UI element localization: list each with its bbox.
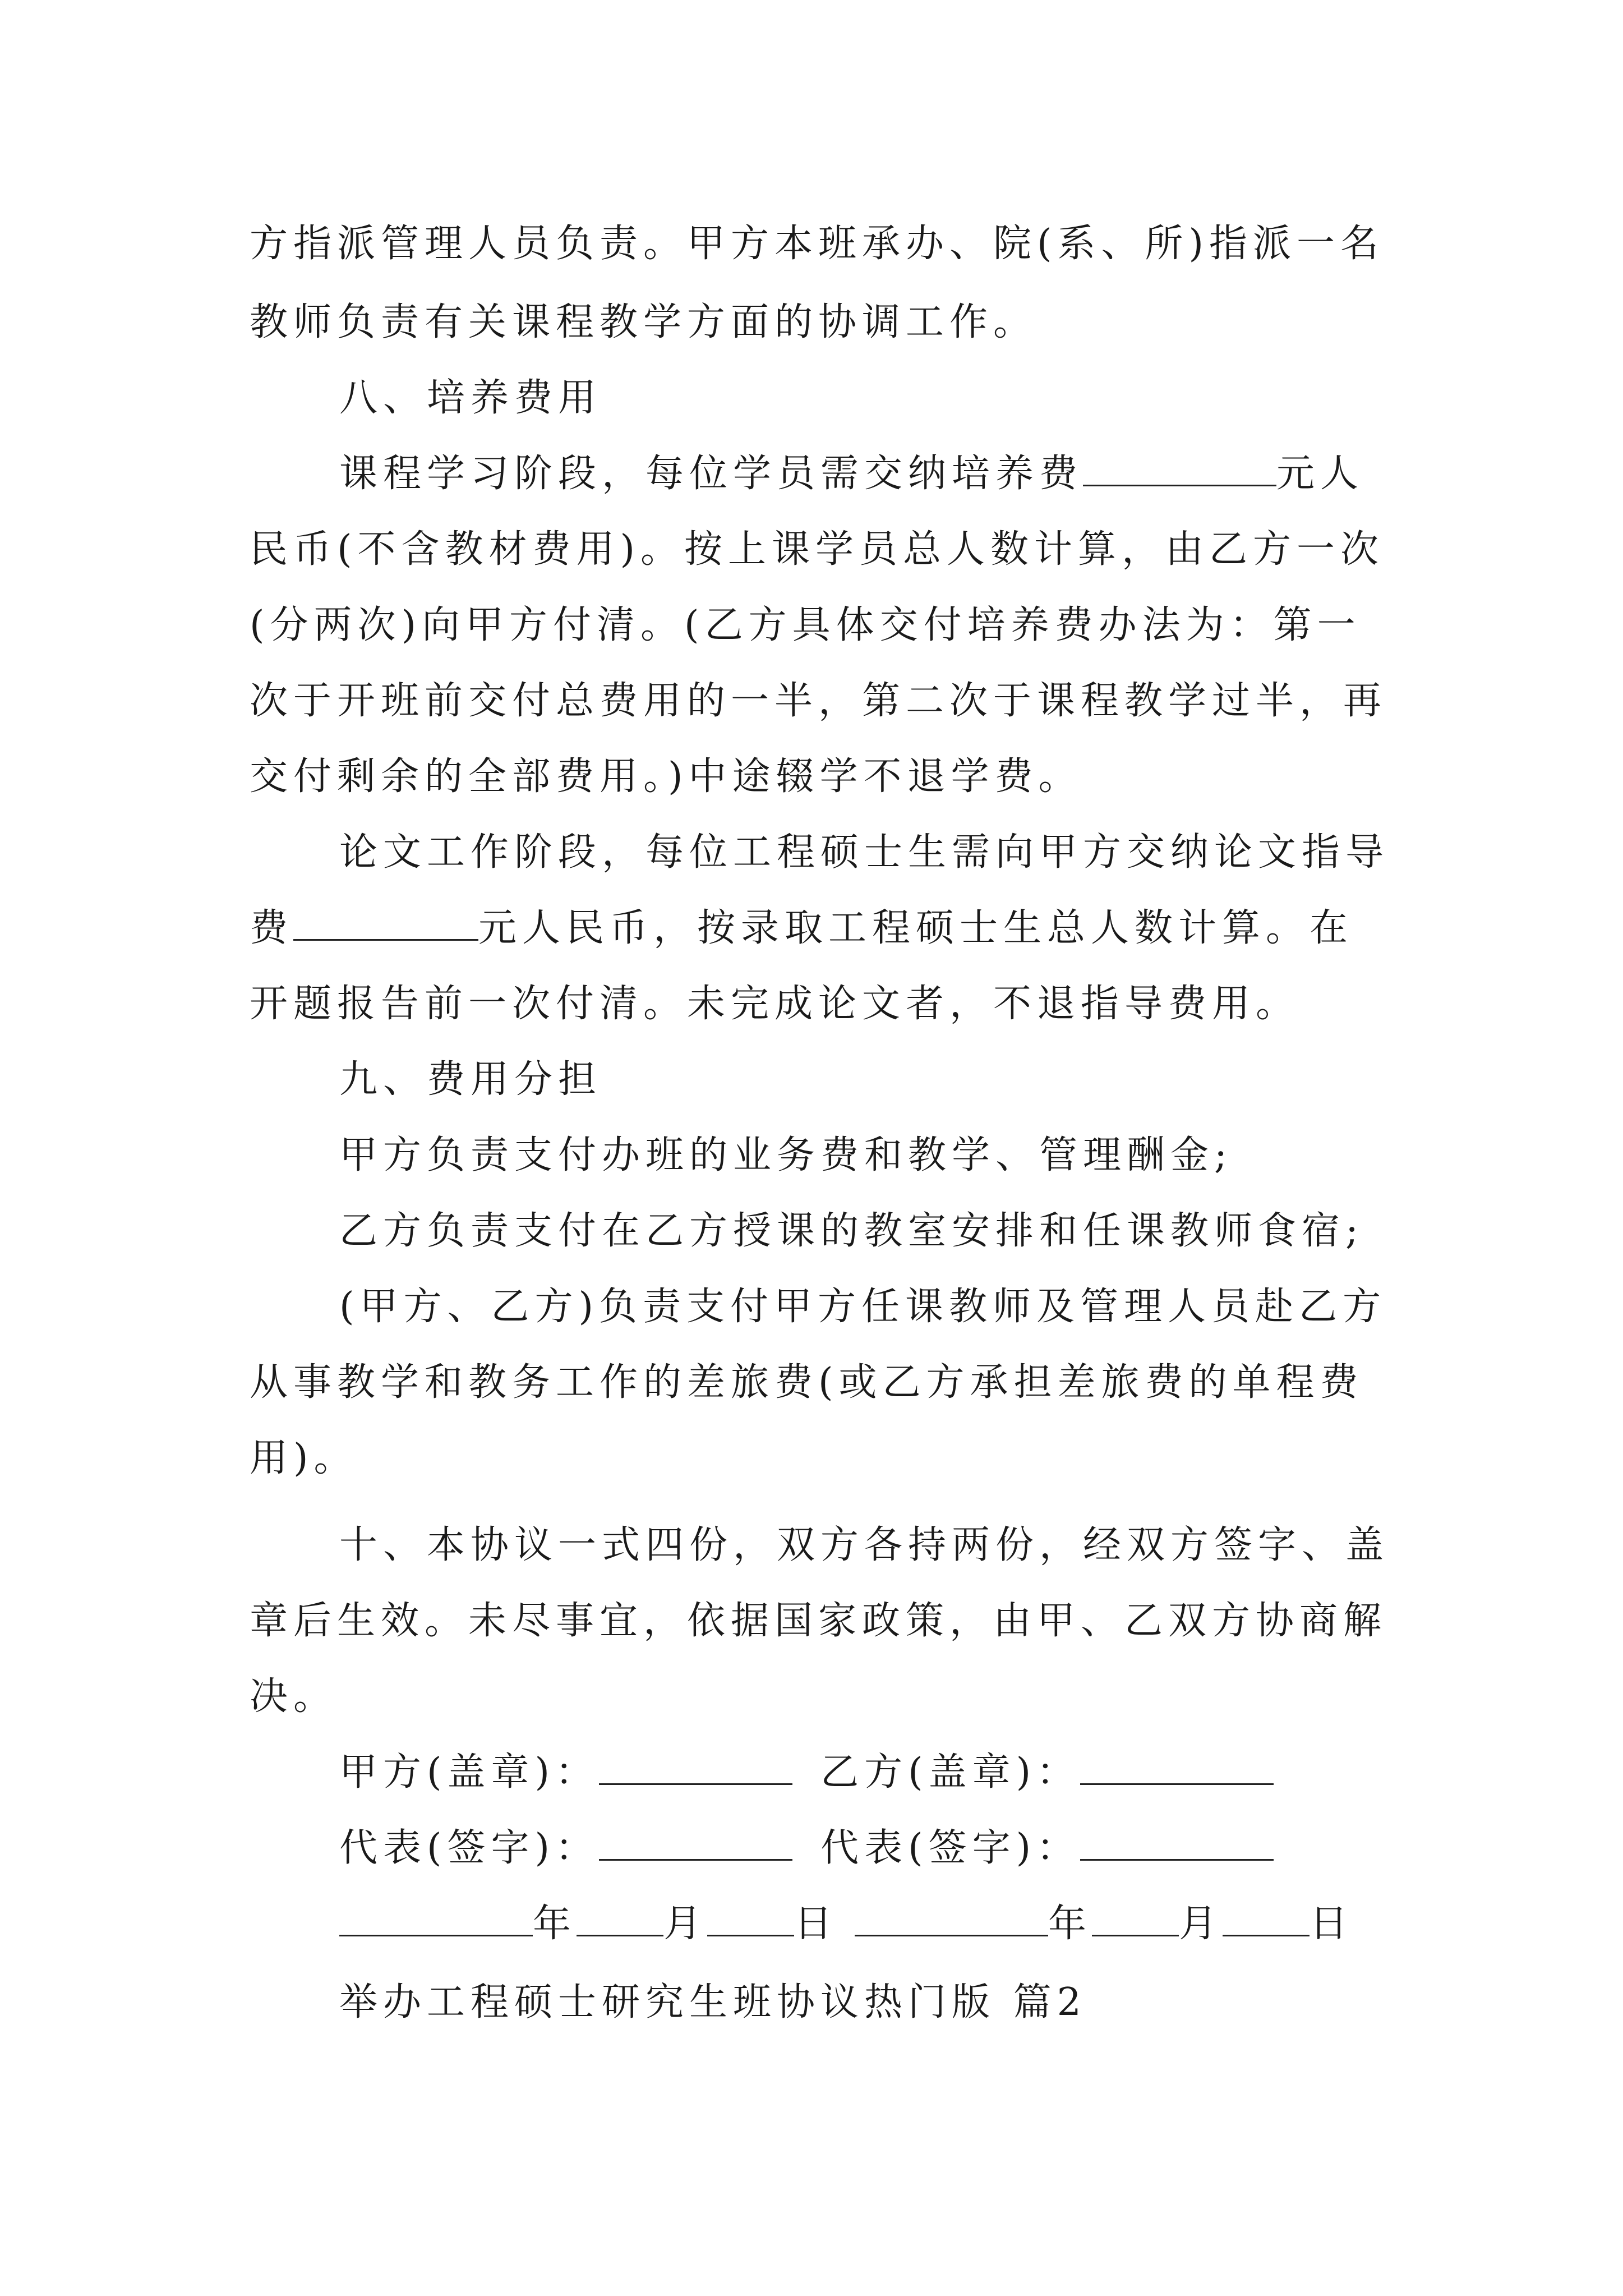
blank-field-thesis-fee <box>293 907 478 941</box>
text-line: 章后生效。未尽事宜，依据国家政策，由甲、乙双方协商解 <box>250 1599 1387 1643</box>
signature-date-row <box>339 1902 1472 1947</box>
text-line: 教师负责有关课程教学方面的协调工作。 <box>250 300 1038 344</box>
text-line: 方指派管理人员负责。甲方本班承办、院(系、所)指派一名 <box>250 222 1385 266</box>
text-line: 交付剩余的全部费用。)中途辍学不退学费。 <box>250 754 1082 799</box>
blank-field-month-b <box>1092 1902 1179 1936</box>
text-line: 十、本协议一式四份，双方各持两份，经双方签字、盖 <box>339 1523 1390 1567</box>
text-segment: 课程学习阶段，每位学员需交纳培养费 <box>339 452 1083 496</box>
text-line <box>250 906 1382 951</box>
text-line <box>339 452 1472 496</box>
signature-rep-row <box>339 1826 1472 1871</box>
month-label: 月 <box>663 1902 708 1946</box>
blank-field-rep-a <box>599 1826 792 1861</box>
signature-seal-row <box>339 1750 1472 1795</box>
year-label: 年 <box>1048 1902 1092 1946</box>
day-label: 日 <box>794 1902 838 1946</box>
text-segment: 费 <box>250 906 294 950</box>
blank-field-day-b <box>1223 1902 1310 1936</box>
text-line: 决。 <box>250 1674 338 1719</box>
text-line: 次于开班前交付总费用的一半，第二次于课程教学过半，再 <box>250 679 1387 723</box>
blank-field-year-a <box>339 1902 533 1936</box>
blank-field-party-b-seal <box>1080 1751 1274 1785</box>
party-b-seal-label: 乙方(盖章)： <box>820 1750 1081 1795</box>
rep-a-label: 代表(签字)： <box>339 1826 600 1870</box>
section-heading-fee: 八、培养费用 <box>339 376 602 420</box>
blank-field-month-a <box>577 1902 663 1936</box>
day-label: 日 <box>1310 1902 1354 1946</box>
text-line: 论文工作阶段，每位工程硕士生需向甲方交纳论文指导 <box>339 830 1390 875</box>
section-heading-cost-sharing: 九、费用分担 <box>339 1057 602 1102</box>
blank-field-tuition <box>1083 452 1276 486</box>
text-line: (甲方、乙方)负责支付甲方任课教师及管理人员赴乙方 <box>339 1285 1387 1329</box>
text-line: 用)。 <box>250 1436 358 1480</box>
rep-b-label: 代表(签字)： <box>820 1826 1081 1870</box>
blank-field-day-a <box>707 1902 794 1936</box>
text-segment: 元人 <box>1276 452 1364 496</box>
party-a-seal-label: 甲方(盖章)： <box>339 1750 600 1795</box>
blank-field-rep-b <box>1080 1826 1274 1861</box>
text-line: 从事教学和教务工作的差旅费(或乙方承担差旅费的单程费 <box>250 1360 1364 1405</box>
text-line: 开题报告前一次付清。未完成论文者，不退指导费用。 <box>250 982 1300 1026</box>
blank-field-party-a-seal <box>599 1751 792 1785</box>
blank-field-year-b <box>855 1902 1048 1936</box>
text-line: (分两次)向甲方付清。(乙方具体交付培养费办法为：第一 <box>250 603 1361 647</box>
next-section-heading: 举办工程硕士研究生班协议热门版 篇2 <box>339 1980 1087 2024</box>
text-line: 民币(不含教材费用)。按上课学员总人数计算，由乙方一次 <box>250 527 1385 572</box>
text-line: 乙方负责支付在乙方授课的教室安排和任课教师食宿; <box>339 1209 1364 1253</box>
year-label: 年 <box>533 1902 577 1946</box>
month-label: 月 <box>1179 1902 1223 1946</box>
text-line: 甲方负责支付办班的业务费和教学、管理酬金; <box>339 1133 1233 1177</box>
text-segment: 元人民币，按录取工程硕士生总人数计算。在 <box>478 906 1354 950</box>
